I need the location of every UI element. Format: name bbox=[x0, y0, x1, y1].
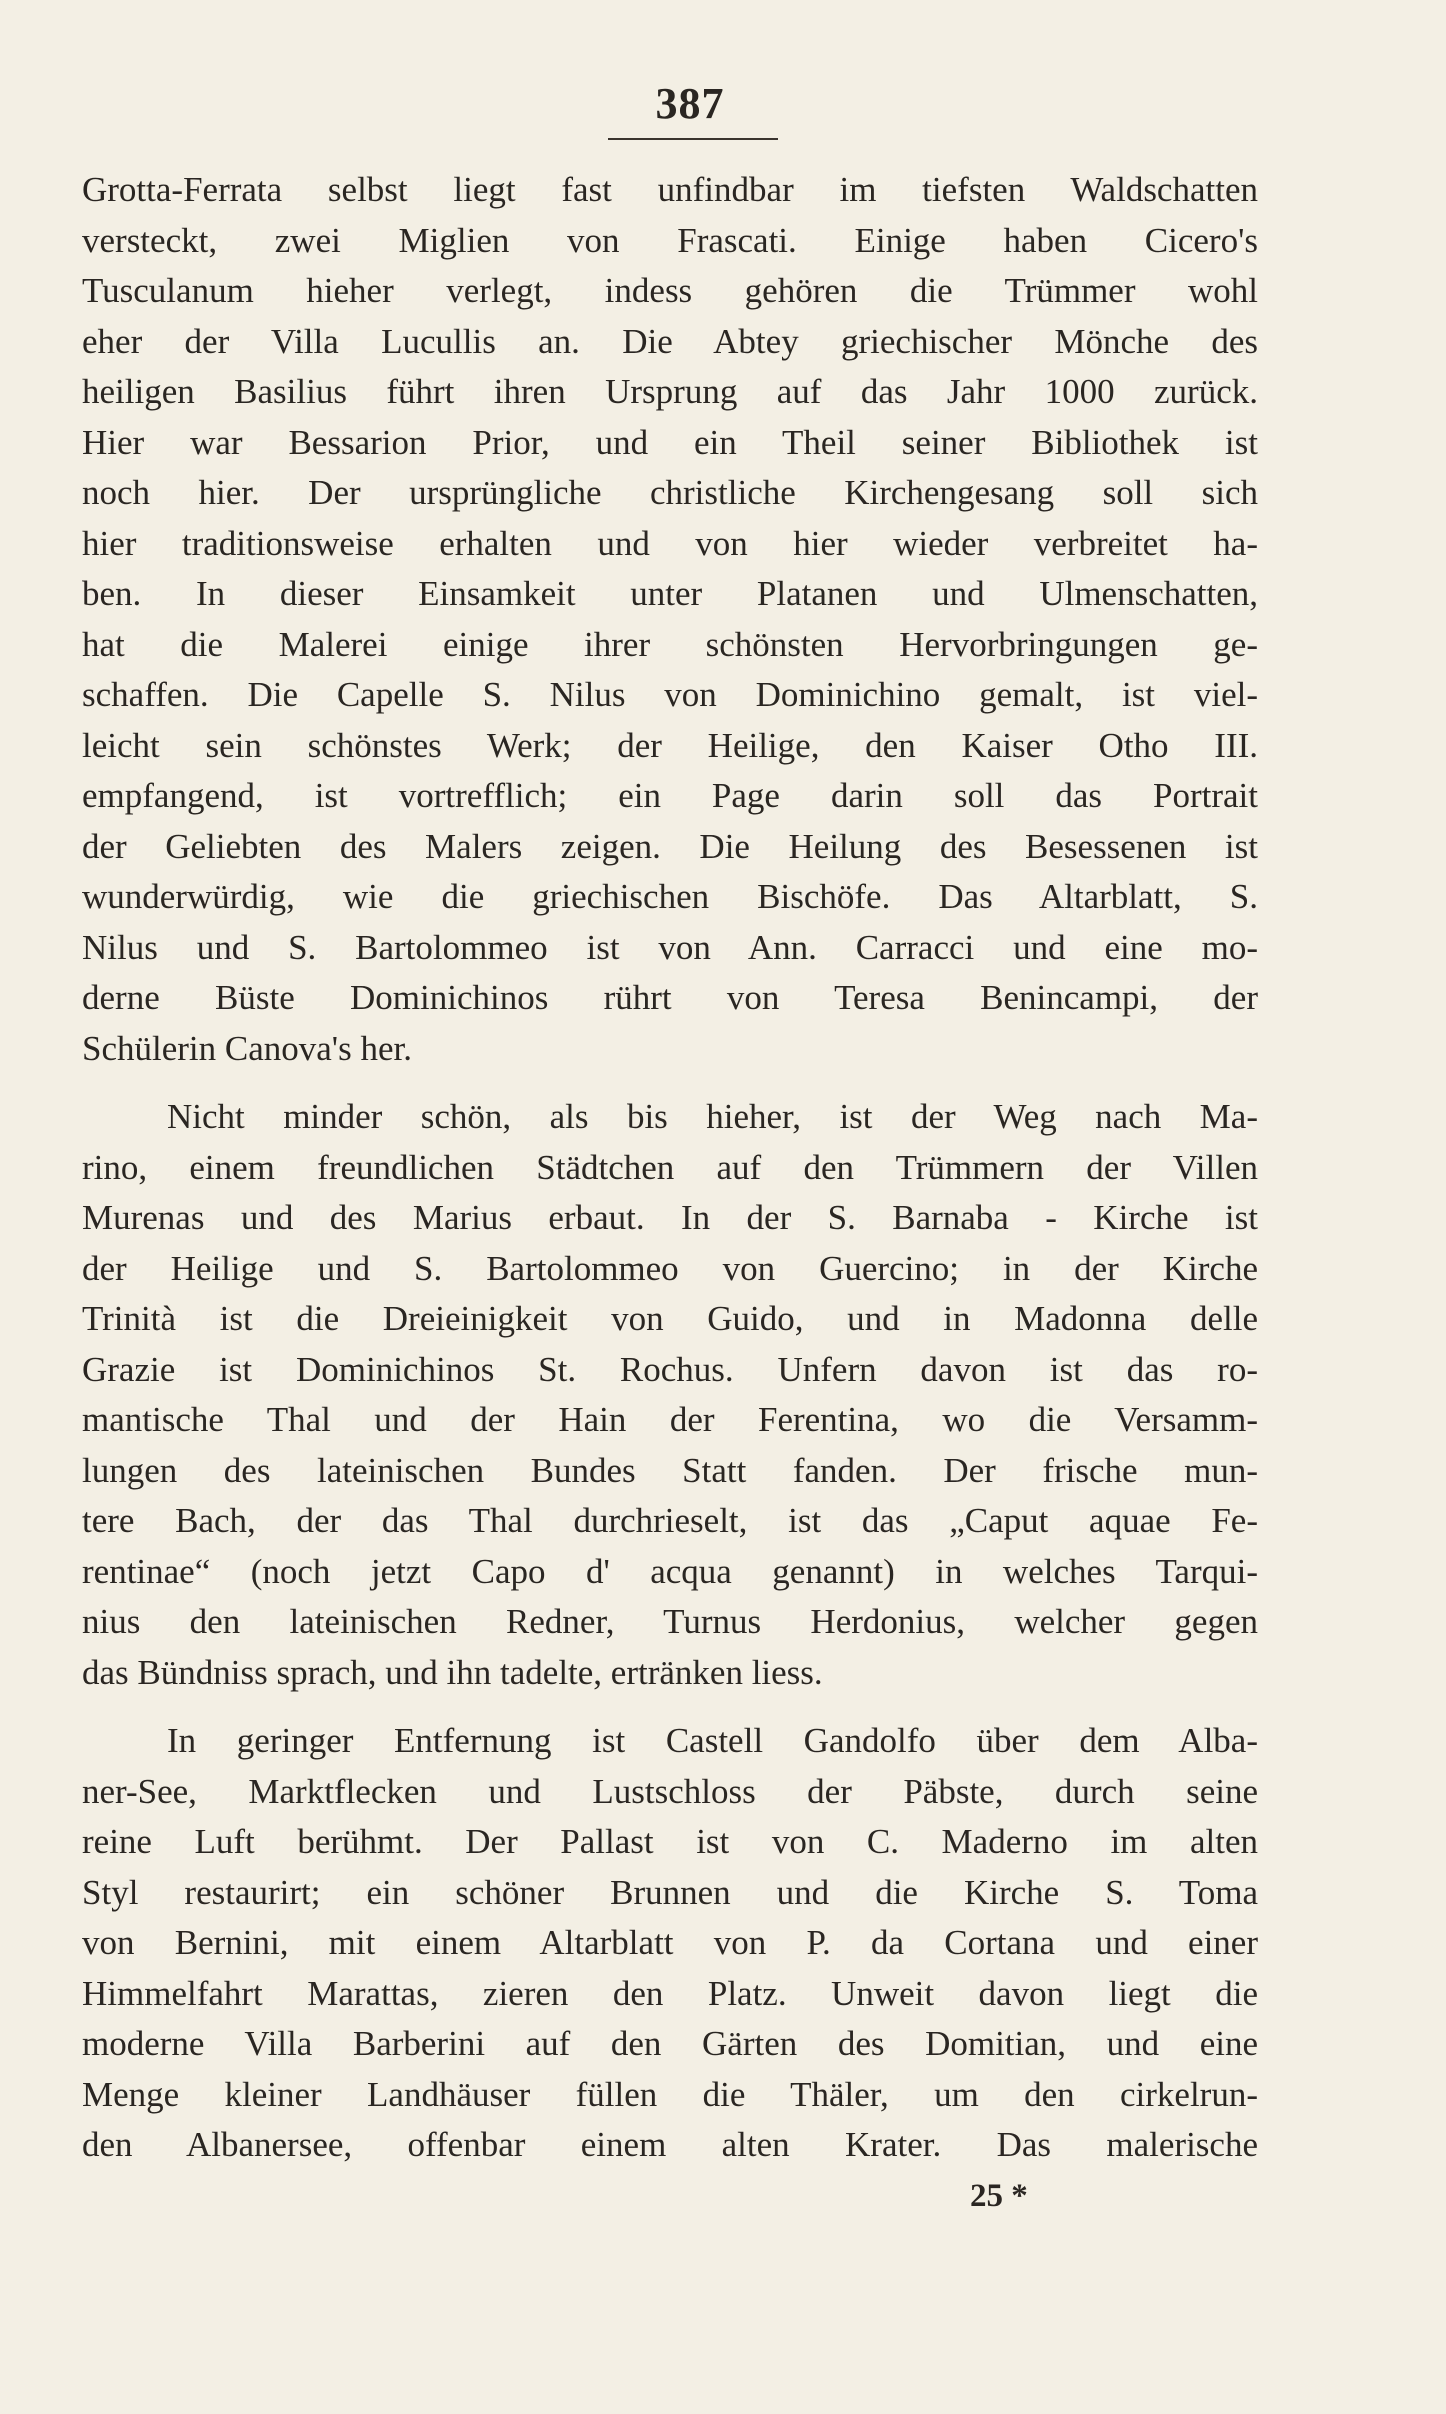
text-line: Schülerin Canova's her. bbox=[82, 1028, 412, 1068]
text-line: derne Büste Dominichinos rührt von Teresa Benincampi, der bbox=[82, 978, 1258, 1017]
text-line: reine Luft berühmt. Der Pallast ist von C. Maderno im alten bbox=[82, 1822, 1258, 1861]
text-line: von Bernini, mit einem Altarblatt von P. da Cortana und einer bbox=[82, 1923, 1258, 1962]
text-line: hier traditionsweise erhalten und von hier wieder verbreitet ha- bbox=[82, 523, 1258, 563]
text-line: nius den lateinischen Redner, Turnus Herdonius, welcher gegen bbox=[82, 1602, 1258, 1641]
text-line: Tusculanum hieher verlegt, indess gehören die Trümmer wohl bbox=[82, 271, 1258, 310]
text-line: Hier war Bessarion Prior, und ein Theil seiner Bibliothek ist bbox=[82, 422, 1258, 462]
text-line: versteckt, zwei Miglien von Frascati. Einige haben Cicero's bbox=[82, 220, 1258, 260]
text-line: den Albanersee, offenbar einem alten Krater. Das malerische bbox=[82, 2125, 1258, 2164]
text-line: Trinità ist die Dreieinigkeit von Guido, und in Madonna delle bbox=[82, 1299, 1258, 1338]
text-line: Grazie ist Dominichinos St. Rochus. Unfern davon ist das ro- bbox=[82, 1349, 1258, 1389]
text-line: schaffen. Die Capelle S. Nilus von Dominichino gemalt, ist viel- bbox=[82, 675, 1258, 714]
body-text bbox=[82, 165, 1258, 2171]
text-line: Murenas und des Marius erbaut. In der S. Barnaba - Kirche ist bbox=[82, 1198, 1258, 1237]
text-line: heiligen Basilius führt ihren Ursprung auf das Jahr 1000 zurück. bbox=[82, 372, 1258, 411]
text-line: das Bündniss sprach, und ihn tadelte, ertränken liess. bbox=[82, 1652, 823, 1692]
paragraph-grotta-ferrata bbox=[82, 165, 1258, 1074]
text-line: wunderwürdig, wie die griechischen Bischöfe. Das Altarblatt, S. bbox=[82, 877, 1258, 916]
page-number-rule bbox=[608, 138, 778, 140]
text-line: lungen des lateinischen Bundes Statt fanden. Der frische mun- bbox=[82, 1450, 1258, 1490]
text-line: der Heilige und S. Bartolommeo von Guercino; in der Kirche bbox=[82, 1248, 1258, 1288]
text-line: moderne Villa Barberini auf den Gärten des Domitian, und eine bbox=[82, 2024, 1258, 2063]
text-line: Nicht minder schön, als bis hieher, ist der Weg nach Ma- bbox=[167, 1097, 1258, 1136]
signature-mark: 25 * bbox=[970, 2178, 1028, 2214]
text-line: der Geliebten des Malers zeigen. Die Heilung des Besessenen ist bbox=[82, 826, 1258, 866]
text-line: ben. In dieser Einsamkeit unter Platanen und Ulmenschatten, bbox=[82, 574, 1258, 613]
text-line: mantische Thal und der Hain der Ferentina, wo die Versamm- bbox=[82, 1400, 1258, 1439]
text-line: Styl restaurirt; ein schöner Brunnen und die Kirche S. Toma bbox=[82, 1872, 1258, 1912]
text-line: leicht sein schönstes Werk; der Heilige, den Kaiser Otho III. bbox=[82, 725, 1258, 765]
text-line: Grotta-Ferrata selbst liegt fast unfindbar im tiefsten Waldschatten bbox=[82, 170, 1258, 209]
text-line: Menge kleiner Landhäuser füllen die Thäler, um den cirkelrun- bbox=[82, 2074, 1258, 2114]
text-line: Nilus und S. Bartolommeo ist von Ann. Carracci und eine mo- bbox=[82, 927, 1258, 967]
text-line: tere Bach, der das Thal durchrieselt, ist das „Caput aquae Fe- bbox=[82, 1501, 1258, 1540]
text-line: In geringer Entfernung ist Castell Gandolfo über dem Alba- bbox=[167, 1721, 1258, 1760]
page-number: 387 bbox=[655, 79, 725, 128]
text-line: eher der Villa Lucullis an. Die Abtey griechischer Mönche des bbox=[82, 321, 1258, 361]
text-line: empfangend, ist vortrefflich; ein Page darin soll das Portrait bbox=[82, 776, 1258, 815]
text-line: ner-See, Marktflecken und Lustschloss der Päbste, durch seine bbox=[82, 1771, 1258, 1811]
text-line: Himmelfahrt Marattas, zieren den Platz. Unweit davon liegt die bbox=[82, 1973, 1258, 2013]
text-line: rentinae“ (noch jetzt Capo d' acqua genannt) in welches Tarqui- bbox=[82, 1551, 1258, 1591]
text-line: rino, einem freundlichen Städtchen auf den Trümmern der Villen bbox=[82, 1147, 1258, 1187]
text-line: hat die Malerei einige ihrer schönsten Hervorbringungen ge- bbox=[82, 624, 1258, 664]
paragraph-marino bbox=[82, 1092, 1258, 1698]
text-line: noch hier. Der ursprüngliche christliche Kirchengesang soll sich bbox=[82, 473, 1258, 512]
paragraph-castell-gandolfo bbox=[82, 1716, 1258, 2171]
